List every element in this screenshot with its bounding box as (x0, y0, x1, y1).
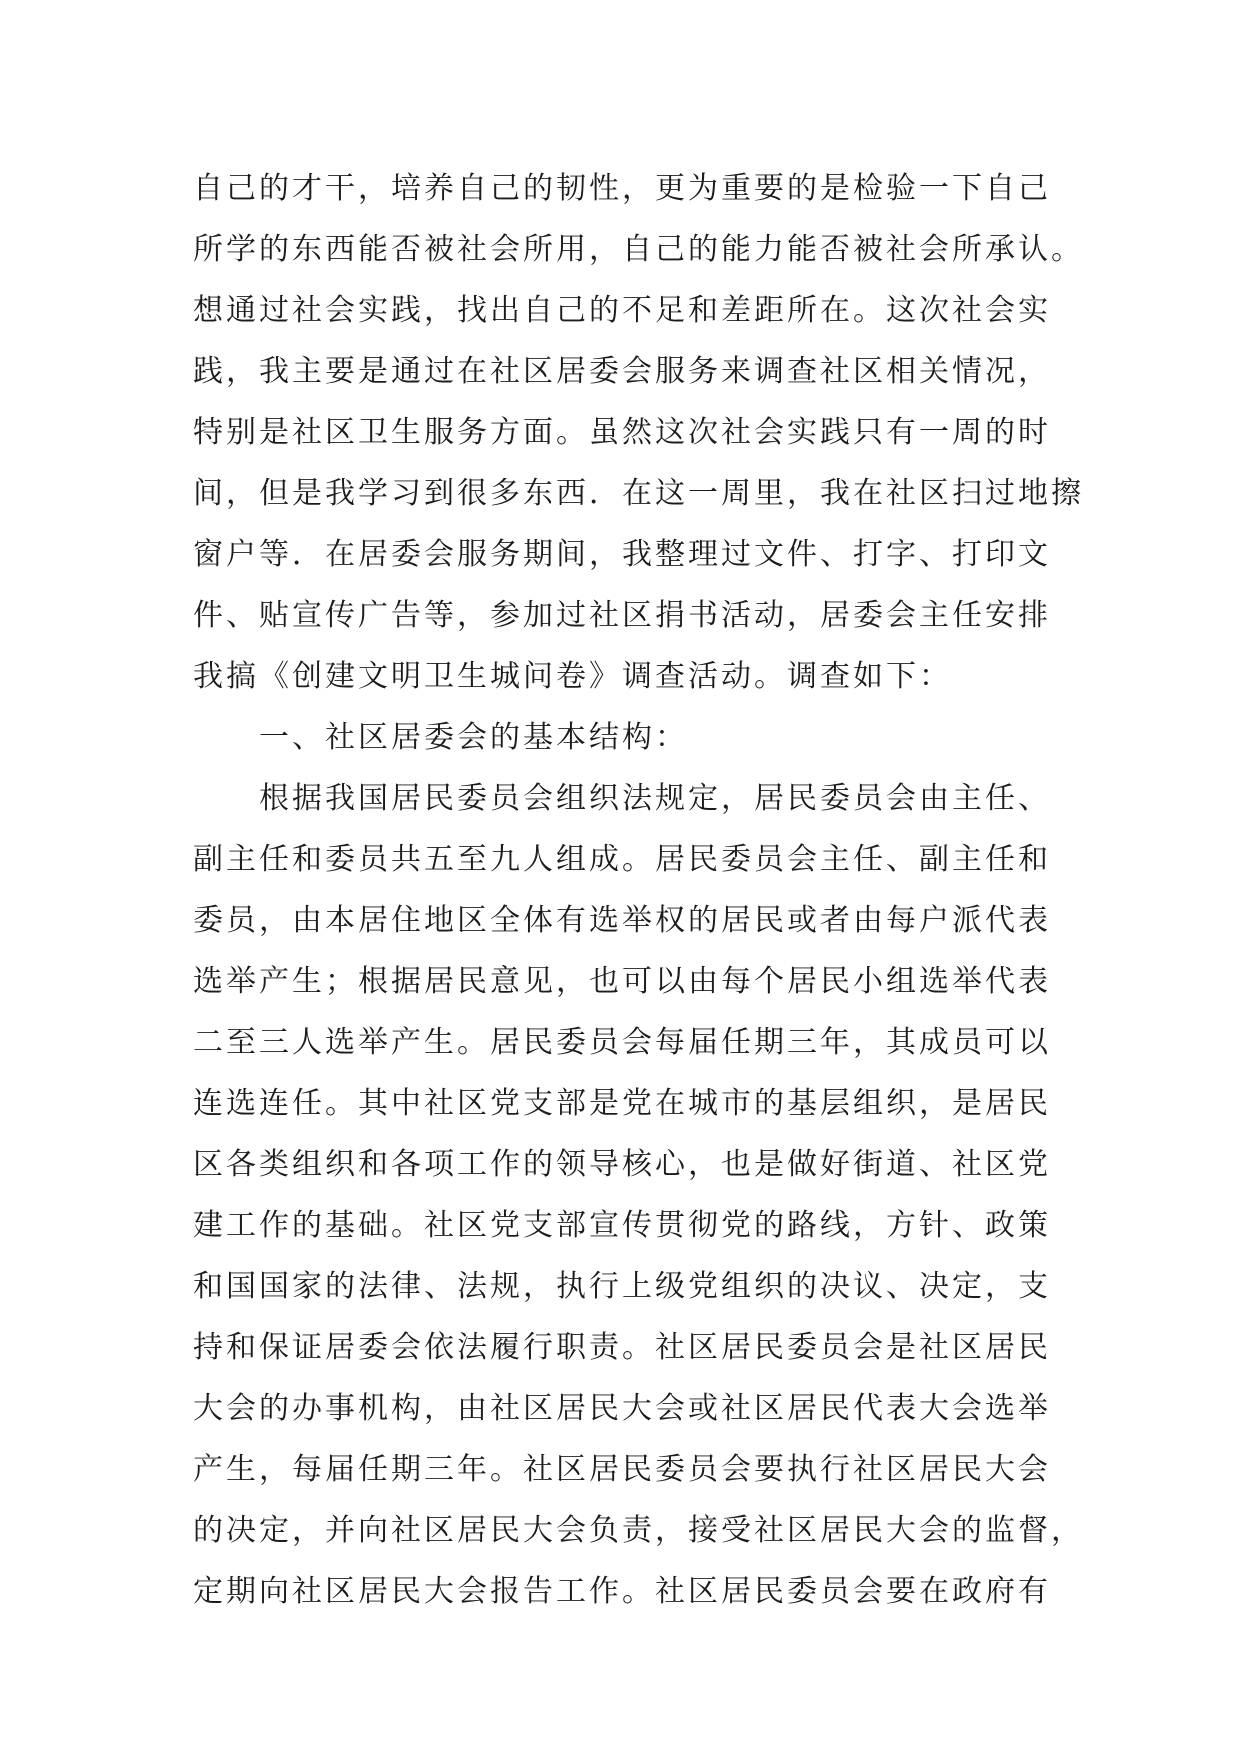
text-line: 产生，每届任期三年。社区居民委员会要执行社区居民大会 (193, 1452, 1051, 1487)
text-line: 建工作的基础。社区党支部宣传贯彻党的路线，方针、政策 (193, 1208, 1051, 1243)
text-line: 想通过社会实践，找出自己的不足和差距所在。这次社会实 (193, 293, 1051, 328)
text-line: 选举产生；根据居民意见，也可以由每个居民小组选举代表 (193, 964, 1051, 999)
text-line: 窗户等．在居委会服务期间，我整理过文件、打字、打印文 (193, 537, 1051, 572)
text-line: 二至三人选举产生。居民委员会每届任期三年，其成员可以 (193, 1025, 1051, 1060)
text-line: 定期向社区居民大会报告工作。社区居民委员会要在政府有 (193, 1574, 1051, 1609)
text-line: 区各类组织和各项工作的领导核心，也是做好街道、社区党 (193, 1147, 1051, 1182)
text-line: 和国国家的法律、法规，执行上级党组织的决议、决定，支 (193, 1269, 1051, 1304)
text-line: 件、贴宣传广告等，参加过社区捐书活动，居委会主任安排 (193, 598, 1051, 633)
text-line: 我搞《创建文明卫生城问卷》调查活动。调查如下： (193, 659, 952, 694)
text-line: 自己的才干，培养自己的韧性，更为重要的是检验一下自己 (193, 171, 1051, 206)
text-line: 的决定，并向社区居民大会负责，接受社区居民大会的监督， (193, 1513, 1084, 1548)
text-line: 大会的办事机构，由社区居民大会或社区居民代表大会选举 (193, 1391, 1051, 1426)
text-line: 间，但是我学习到很多东西．在这一周里，我在社区扫过地擦 (193, 476, 1084, 511)
text-line: 所学的东西能否被社会所用，自己的能力能否被社会所承认。 (193, 232, 1084, 267)
text-line: 特别是社区卫生服务方面。虽然这次社会实践只有一周的时 (193, 415, 1051, 450)
body-text (193, 158, 1093, 1622)
text-line: 践，我主要是通过在社区居委会服务来调查社区相关情况， (193, 354, 1051, 389)
text-line: 根据我国居民委员会组织法规定，居民委员会由主任、 (259, 781, 1051, 816)
text-line: 持和保证居委会依法履行职责。社区居民委员会是社区居民 (193, 1330, 1051, 1365)
text-line: 连选连任。其中社区党支部是党在城市的基层组织，是居民 (193, 1086, 1051, 1121)
text-line: 委员，由本居住地区全体有选举权的居民或者由每户派代表 (193, 903, 1051, 938)
text-line: 一、社区居委会的基本结构： (259, 720, 688, 755)
text-line: 副主任和委员共五至九人组成。居民委员会主任、副主任和 (193, 842, 1051, 877)
